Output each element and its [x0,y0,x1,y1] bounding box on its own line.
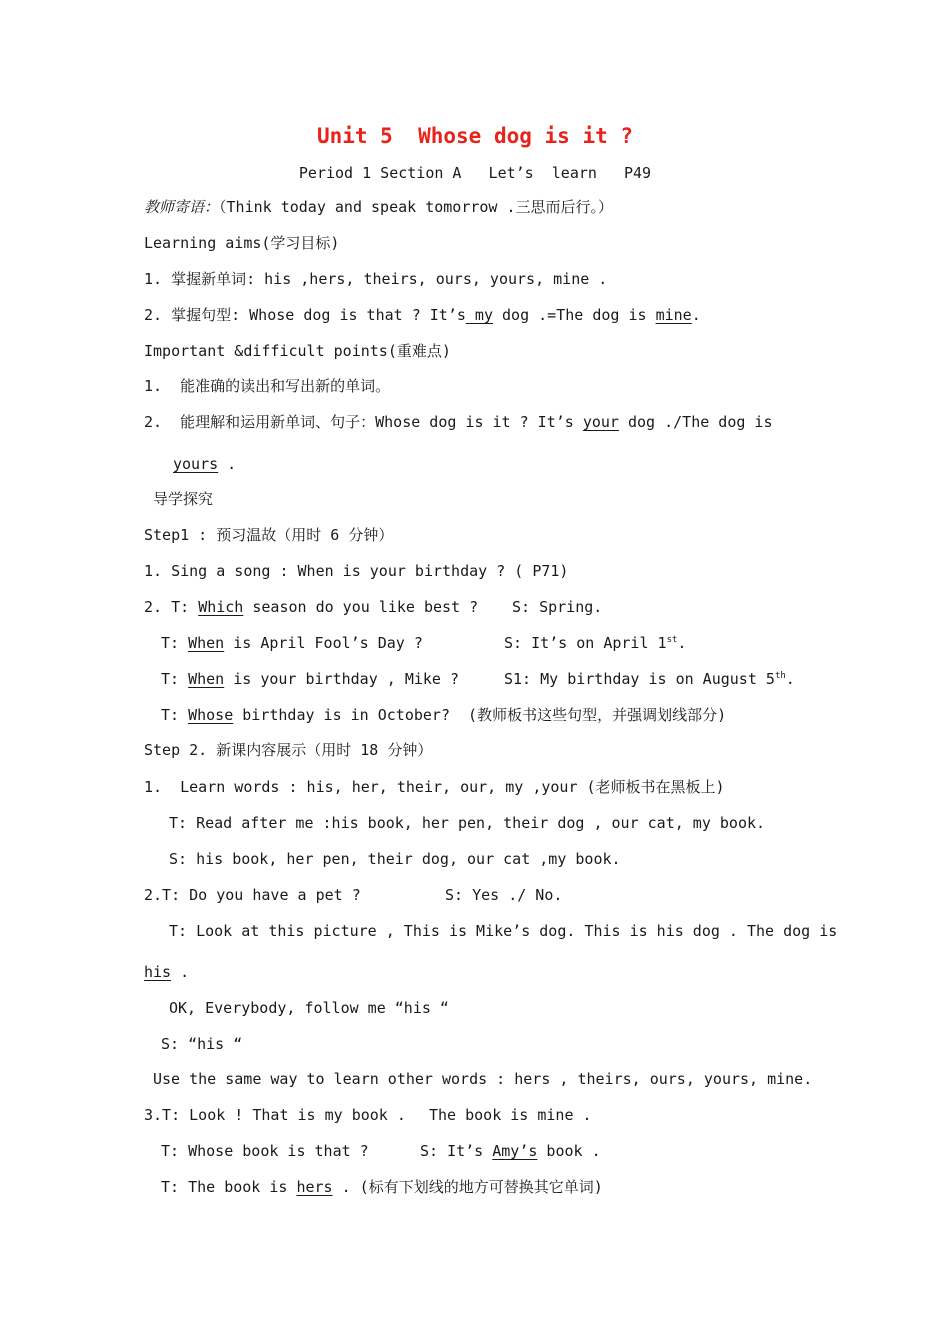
step2-line-5: T: Look at this picture , This is Mike’s dog. This is his dog . The dog is [169,922,838,940]
step2-line-11-answer [420,1141,601,1161]
points-item-2-text-2: dog ./The dog is [618,413,773,431]
step1-line-2 [144,597,478,617]
aims-item-2-text: 2. 掌握句型: Whose dog is that ? It’s [144,306,466,324]
step2-heading: Step 2. 新课内容展示（用时 18 分钟） [144,741,433,759]
points-item-2-text: 2. 能理解和运用新单词、句子：Whose dog is it ? It’s [144,413,583,431]
step1-line-3-text: is April Fool’s Day ? [224,634,423,652]
step1-line-2-answer: S: Spring. [512,598,603,616]
step2-line-1: 1. Learn words : his, her, their, our, my ,your (老师板书在黑板上) [144,778,725,796]
answer-text: S: It’s [420,1142,493,1160]
step1-line-1: 1. Sing a song : When is your birthday ? ( P71) [144,562,569,580]
step2-line-10: 3.T: Look ! That is my book . [144,1106,406,1124]
page-subtitle: Period 1 Section A Let’s learn P49 [298,164,652,182]
underlined-word: yours [173,455,219,473]
underlined-word: your [582,413,619,431]
answer-end: . [785,670,795,688]
ordinal-suffix: st [666,635,678,645]
underlined-word: When [188,670,225,688]
points-item-2-continued [173,454,236,474]
guide-heading: 导学探究 [153,490,214,508]
step2-line-8: S: “his “ [161,1035,243,1053]
aims-heading: Learning aims(学习目标) [144,234,340,252]
points-item-1: 1. 能准确的读出和写出新的单词。 [144,377,391,395]
step1-line-4 [161,669,459,689]
step2-line-4-answer: S: Yes ./ No. [445,886,563,904]
points-item-2 [144,412,773,432]
step1-heading: Step1 : 预习温故（用时 6 分钟） [144,526,394,544]
answer-text: S1: My birthday is on August 5 [504,670,775,688]
step1-line-2-text: season do you like best ? [243,598,479,616]
underlined-word: hers [296,1178,333,1196]
underlined-word: Whose [188,706,234,724]
step1-line-3-answer [504,633,686,653]
answer-end: . [677,634,687,652]
underlined-word: my [465,306,493,324]
step1-line-5-text: birthday is in October? (教师板书这些句型，并强调划线部分) [233,706,727,724]
step2-line-7: OK, Everybody, follow me “his “ [169,999,449,1017]
points-item-2-tail: . [218,455,237,473]
step2-line-4: 2.T: Do you have a pet ? [144,886,361,904]
page-title: Unit 5 Whose dog is it ? [316,124,634,148]
step1-line-4-answer [504,669,795,689]
motto-text: （Think today and speak tomorrow .三思而后行。） [219,198,614,216]
step1-line-3 [161,633,423,653]
step2-line-6-end: . [171,963,190,981]
answer-text: S: It’s on April 1 [504,634,667,652]
underlined-word: his [144,963,172,981]
step2-line-9: Use the same way to learn other words : hers , theirs, ours, yours, mine. [153,1070,813,1088]
step2-line-2: T: Read after me :his book, her pen, their dog , our cat, my book. [169,814,766,832]
step1-line-4-text: is your birthday , Mike ? [224,670,460,688]
step1-line-4-prefix: T: [161,670,189,688]
step1-line-5-prefix: T: [161,706,189,724]
ordinal-suffix: th [774,671,786,681]
step1-line-3-prefix: T: [161,634,189,652]
step2-line-3: S: his book, her pen, their dog, our cat ,my book. [169,850,621,868]
underlined-word: When [188,634,225,652]
step2-line-11: T: Whose book is that ? [161,1142,369,1160]
step1-line-2-prefix: 2. T: [144,598,199,616]
aims-item-1: 1. 掌握新单词: his ,hers, theirs, ours, yours, mine . [144,270,608,288]
teacher-motto [144,197,613,217]
underlined-word: mine [655,306,692,324]
points-heading: Important &difficult points(重难点) [144,342,451,360]
aims-item-2 [144,305,701,325]
aims-item-2-text-2: dog .=The dog is [493,306,656,324]
step2-line-12-end: . (标有下划线的地方可替换其它单词) [332,1178,603,1196]
underlined-word: Amy’s [492,1142,538,1160]
step2-line-10-b: The book is mine . [429,1106,592,1124]
answer-end: book . [537,1142,601,1160]
motto-label: 教师寄语： [144,198,220,216]
step2-line-6 [144,962,189,982]
underlined-word: Which [198,598,244,616]
step2-line-12-text: T: The book is [161,1178,297,1196]
step1-line-5 [161,705,726,725]
aims-item-2-end: . [691,306,701,324]
step2-line-12 [161,1177,603,1197]
